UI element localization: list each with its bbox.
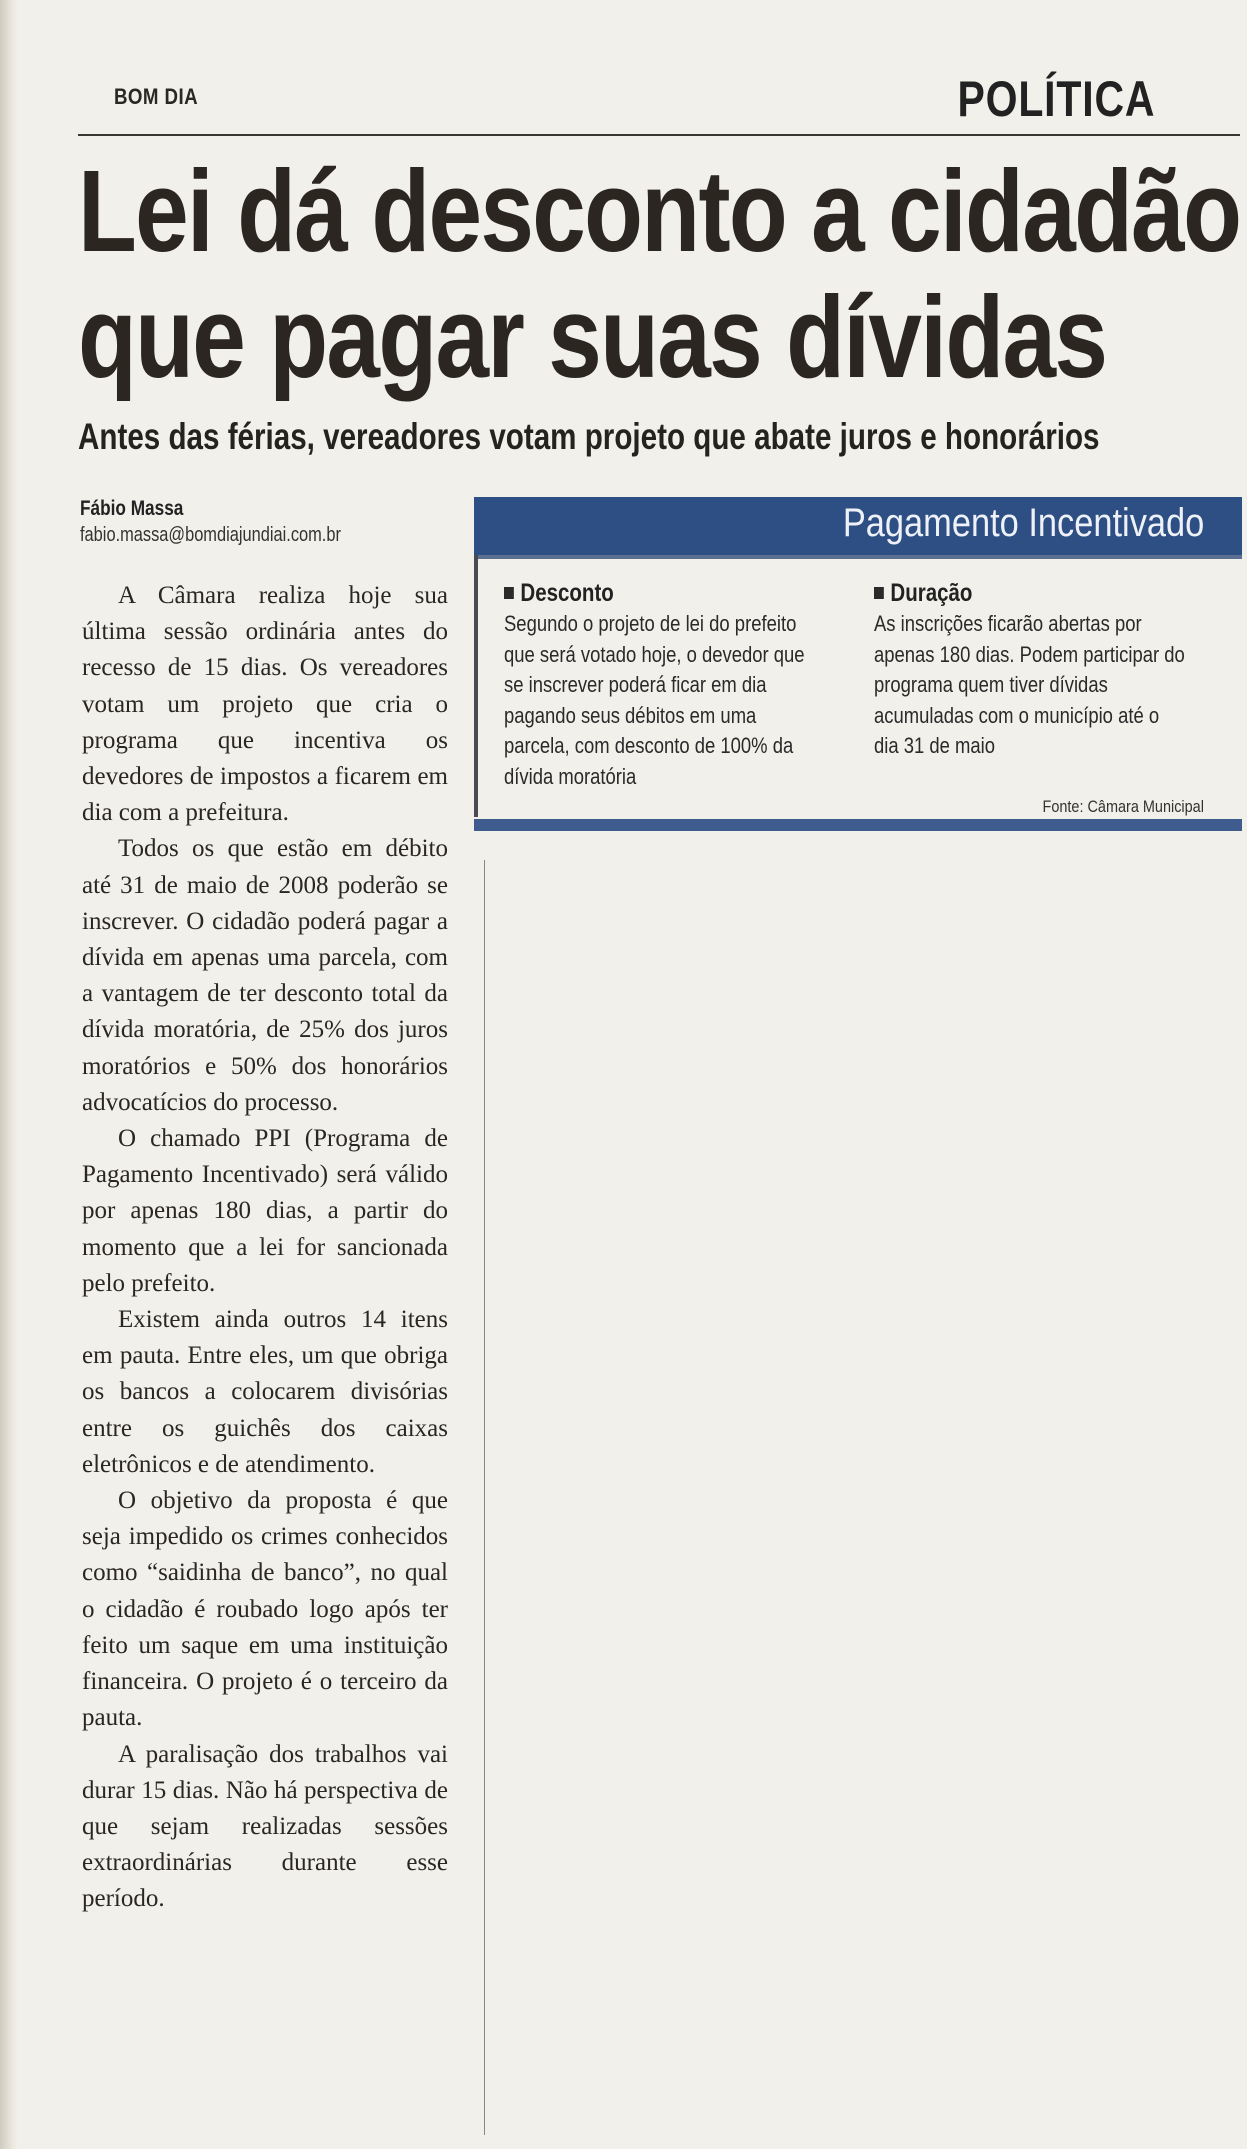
author-email: fabio.massa@bomdiajundiai.com.br [80,524,341,546]
article-body [82,578,448,1918]
infobox-desconto [504,577,819,792]
article-paragraph: O chamado PPI (Programa de Pagamento Incentivado) será válido por apenas 180 dias, a partir do momento que a lei for sancionada pelo prefeito. [82,1125,448,1297]
headline [78,146,1241,402]
desconto-heading: Desconto [520,579,614,607]
infobox-title: Pagamento Incentivado [842,501,1204,545]
duracao-text: As inscrições ficarão abertas por apenas 180 dias. Podem participar do programa quem tiver dívidas acumuladas com o município até o dia 31 de maio [874,611,1185,758]
article-paragraph: Todos os que estão em débito até 31 de maio de 2008 poderão se inscrever. O cidadão poderá pagar a dívida em apenas uma parcela, com a vantagem de ter desconto total da dívida moratória, de 25% dos juros moratórios e 50% dos honorários advocatícios do processo. [82,835,448,1116]
publication-label: BOM DIA [114,84,199,109]
scan-edge [0,0,18,2149]
byline [80,496,341,548]
infobox-source: Fonte: Câmara Municipal [1042,797,1204,816]
subheadline: Antes das férias, vereadores votam projeto que abate juros e honorários [78,416,1100,457]
headline-line-1: Lei dá desconto a cidadão [78,146,1241,276]
desconto-text: Segundo o projeto de lei do prefeito que será votado hoje, o devedor que se inscrever poderá ficar em dia pagando seus débitos em uma parcela, com desconto de 100% da dívida moratória [504,611,805,789]
infobox-border [474,555,478,817]
headline-line-2: que pagar suas dívidas [78,272,1107,402]
duracao-heading: Duração [890,579,973,607]
section-label: POLÍTICA [957,71,1155,127]
article-paragraph: Existem ainda outros 14 itens em pauta. Entre eles, um que obriga os bancos a colocarem divisórias entre os guichês dos caixas eletrônicos e de atendimento. [82,1306,448,1478]
article-paragraph: A Câmara realiza hoje sua última sessão ordinária antes do recesso de 15 dias. Os vereadores votam um projeto que cria o programa que incentiva os devedores de impostos a ficarem em dia com a prefeitura. [82,582,448,827]
article-paragraph: A paralisação dos trabalhos vai durar 15 dias. Não há perspectiva de que sejam realizadas sessões extraordinárias durante esse período. [82,1740,448,1913]
infobox-duracao [874,577,1223,762]
column-rule [484,860,485,2135]
square-bullet-icon [504,587,514,599]
square-bullet-icon [874,587,884,599]
infobox-title-bar [474,497,1242,559]
infobox [474,497,1242,835]
article-paragraph: O objetivo da proposta é que seja impedido os crimes conhecidos como “saidinha de banco”, no qual o cidadão é roubado logo após ter feito um saque em uma instituição financeira. O projeto é o terceiro da pauta. [82,1487,448,1732]
infobox-bottom-bar [474,819,1242,831]
header-rule [78,134,1240,136]
author-name: Fábio Massa [80,497,184,520]
